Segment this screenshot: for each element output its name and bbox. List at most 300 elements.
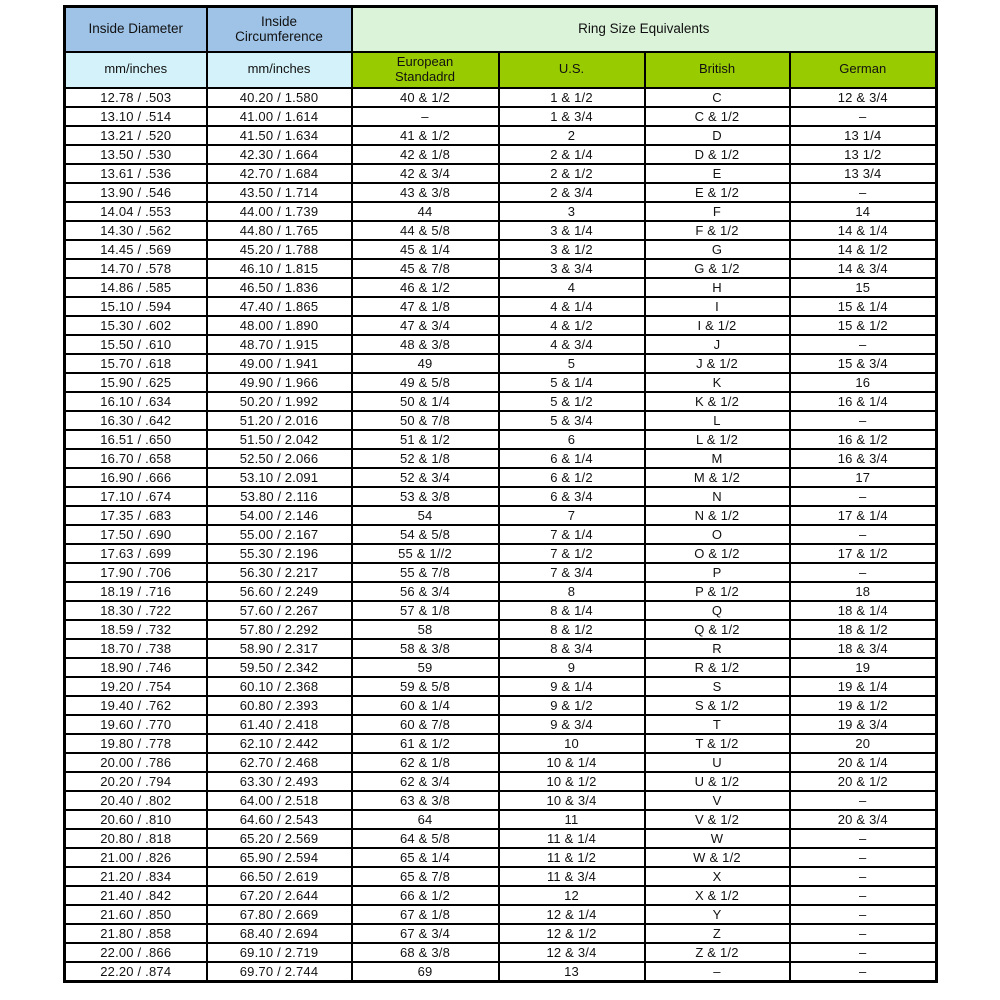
table-row bbox=[65, 107, 937, 126]
table-cell: 11 & 3/4 bbox=[499, 867, 645, 886]
table-cell: 55.00 / 2.167 bbox=[207, 525, 352, 544]
table-cell: U bbox=[645, 753, 790, 772]
table-cell: 3 & 1/2 bbox=[499, 240, 645, 259]
table-cell: 2 bbox=[499, 126, 645, 145]
table-row bbox=[65, 696, 937, 715]
table-cell: 8 & 1/4 bbox=[499, 601, 645, 620]
table-cell: 65 & 1/4 bbox=[352, 848, 499, 867]
table-cell: 21.80 / .858 bbox=[65, 924, 207, 943]
european-standard-label: European Standadrd bbox=[395, 53, 455, 84]
table-row bbox=[65, 354, 937, 373]
table-cell: 69.70 / 2.744 bbox=[207, 962, 352, 982]
table-cell: 2 & 3/4 bbox=[499, 183, 645, 202]
table-cell: – bbox=[790, 411, 937, 430]
col-header-inside-diameter bbox=[65, 7, 207, 52]
table-cell: – bbox=[645, 962, 790, 982]
table-cell: F & 1/2 bbox=[645, 221, 790, 240]
table-cell: 42.30 / 1.664 bbox=[207, 145, 352, 164]
table-cell: 46 & 1/2 bbox=[352, 278, 499, 297]
table-row bbox=[65, 848, 937, 867]
table-cell: M & 1/2 bbox=[645, 468, 790, 487]
table-cell: – bbox=[790, 924, 937, 943]
table-cell: P bbox=[645, 563, 790, 582]
table-cell: 5 & 1/4 bbox=[499, 373, 645, 392]
table-cell: K bbox=[645, 373, 790, 392]
table-cell: 20.80 / .818 bbox=[65, 829, 207, 848]
table-row bbox=[65, 430, 937, 449]
table-cell: I bbox=[645, 297, 790, 316]
table-cell: 45 & 7/8 bbox=[352, 259, 499, 278]
table-cell: 56 & 3/4 bbox=[352, 582, 499, 601]
table-cell: 47 & 1/8 bbox=[352, 297, 499, 316]
table-cell: 14 & 1/2 bbox=[790, 240, 937, 259]
table-cell: 53 & 3/8 bbox=[352, 487, 499, 506]
table-cell: 4 & 1/4 bbox=[499, 297, 645, 316]
table-row bbox=[65, 297, 937, 316]
table-cell: 49.90 / 1.966 bbox=[207, 373, 352, 392]
table-cell: 13.50 / .530 bbox=[65, 145, 207, 164]
table-cell: 18.59 / .732 bbox=[65, 620, 207, 639]
table-cell: 20 bbox=[790, 734, 937, 753]
table-cell: 60 & 1/4 bbox=[352, 696, 499, 715]
table-cell: 19.60 / .770 bbox=[65, 715, 207, 734]
table-cell: 20.40 / .802 bbox=[65, 791, 207, 810]
table-cell: 46.10 / 1.815 bbox=[207, 259, 352, 278]
inside-diameter-label: Inside Diameter bbox=[88, 21, 184, 37]
table-cell: 12 & 3/4 bbox=[790, 88, 937, 107]
table-cell: 17 & 1/2 bbox=[790, 544, 937, 563]
table-row bbox=[65, 544, 937, 563]
table-cell: S & 1/2 bbox=[645, 696, 790, 715]
table-cell: 15.10 / .594 bbox=[65, 297, 207, 316]
table-cell: 40 & 1/2 bbox=[352, 88, 499, 107]
table-cell: R bbox=[645, 639, 790, 658]
table-cell: 15 & 3/4 bbox=[790, 354, 937, 373]
table-cell: 19 & 1/2 bbox=[790, 696, 937, 715]
table-cell: 6 & 3/4 bbox=[499, 487, 645, 506]
ring-size-conversion-table bbox=[63, 5, 938, 983]
table-row bbox=[65, 145, 937, 164]
table-row bbox=[65, 962, 937, 982]
table-cell: 42 & 3/4 bbox=[352, 164, 499, 183]
table-cell: 18.19 / .716 bbox=[65, 582, 207, 601]
table-cell: 62 & 1/8 bbox=[352, 753, 499, 772]
table-cell: S bbox=[645, 677, 790, 696]
table-cell: 20.00 / .786 bbox=[65, 753, 207, 772]
table-cell: – bbox=[790, 183, 937, 202]
table-cell: 62.10 / 2.442 bbox=[207, 734, 352, 753]
table-cell: 18.90 / .746 bbox=[65, 658, 207, 677]
table-cell: W bbox=[645, 829, 790, 848]
table-cell: 13 bbox=[499, 962, 645, 982]
table-cell: 60.80 / 2.393 bbox=[207, 696, 352, 715]
table-cell: 12 & 1/4 bbox=[499, 905, 645, 924]
table-row bbox=[65, 88, 937, 107]
table-cell: 17 bbox=[790, 468, 937, 487]
table-cell: 42.70 / 1.684 bbox=[207, 164, 352, 183]
table-cell: 13 3/4 bbox=[790, 164, 937, 183]
table-cell: 14.70 / .578 bbox=[65, 259, 207, 278]
table-cell: 15 & 1/4 bbox=[790, 297, 937, 316]
table-row bbox=[65, 468, 937, 487]
table-cell: N bbox=[645, 487, 790, 506]
table-row bbox=[65, 240, 937, 259]
table-cell: D bbox=[645, 126, 790, 145]
table-row bbox=[65, 316, 937, 335]
table-cell: 6 bbox=[499, 430, 645, 449]
subheader-circumference-units bbox=[207, 52, 352, 88]
table-cell: 14 & 3/4 bbox=[790, 259, 937, 278]
table-row bbox=[65, 411, 937, 430]
table-cell: 17.90 / .706 bbox=[65, 563, 207, 582]
table-cell: 22.00 / .866 bbox=[65, 943, 207, 962]
table-cell: 18 & 3/4 bbox=[790, 639, 937, 658]
table-cell: 21.00 / .826 bbox=[65, 848, 207, 867]
table-cell: 41.50 / 1.634 bbox=[207, 126, 352, 145]
table-cell: E bbox=[645, 164, 790, 183]
table-cell: 7 & 1/2 bbox=[499, 544, 645, 563]
table-row bbox=[65, 943, 937, 962]
table-cell: 69 bbox=[352, 962, 499, 982]
table-cell: 8 & 3/4 bbox=[499, 639, 645, 658]
table-cell: 15.90 / .625 bbox=[65, 373, 207, 392]
table-row bbox=[65, 373, 937, 392]
table-cell: 14.30 / .562 bbox=[65, 221, 207, 240]
table-cell: 46.50 / 1.836 bbox=[207, 278, 352, 297]
ring-size-equivalents-label: Ring Size Equivalents bbox=[578, 21, 710, 37]
table-cell: 50 & 1/4 bbox=[352, 392, 499, 411]
table-cell: 14 bbox=[790, 202, 937, 221]
table-cell: 47.40 / 1.865 bbox=[207, 297, 352, 316]
table-cell: F bbox=[645, 202, 790, 221]
table-cell: 54.00 / 2.146 bbox=[207, 506, 352, 525]
table-header bbox=[65, 7, 937, 88]
table-cell: – bbox=[790, 829, 937, 848]
table-cell: 53.10 / 2.091 bbox=[207, 468, 352, 487]
table-cell: 59 & 5/8 bbox=[352, 677, 499, 696]
table-cell: 58 bbox=[352, 620, 499, 639]
table-cell: 13.90 / .546 bbox=[65, 183, 207, 202]
col-header-inside-circumference bbox=[207, 7, 352, 52]
subheader-us bbox=[499, 52, 645, 88]
table-cell: 15 & 1/2 bbox=[790, 316, 937, 335]
table-row bbox=[65, 791, 937, 810]
table-cell: 44.00 / 1.739 bbox=[207, 202, 352, 221]
table-row bbox=[65, 164, 937, 183]
inside-circumference-label: Inside Circumference bbox=[235, 13, 323, 45]
table-cell: 61 & 1/2 bbox=[352, 734, 499, 753]
table-cell: 55.30 / 2.196 bbox=[207, 544, 352, 563]
table-cell: 19 & 3/4 bbox=[790, 715, 937, 734]
table-cell: – bbox=[352, 107, 499, 126]
table-cell: 41 & 1/2 bbox=[352, 126, 499, 145]
table-cell: 9 & 3/4 bbox=[499, 715, 645, 734]
table-cell: 18 bbox=[790, 582, 937, 601]
table-cell: 20 & 3/4 bbox=[790, 810, 937, 829]
table-row bbox=[65, 639, 937, 658]
table-cell: 9 & 1/2 bbox=[499, 696, 645, 715]
table-cell: H bbox=[645, 278, 790, 297]
table-row bbox=[65, 677, 937, 696]
table-cell: 55 & 1//2 bbox=[352, 544, 499, 563]
table-cell: 49 & 5/8 bbox=[352, 373, 499, 392]
table-cell: 10 & 1/4 bbox=[499, 753, 645, 772]
table-cell: T & 1/2 bbox=[645, 734, 790, 753]
table-cell: 7 & 1/4 bbox=[499, 525, 645, 544]
header-group-row bbox=[65, 7, 937, 52]
table-cell: 47 & 3/4 bbox=[352, 316, 499, 335]
table-cell: 67.20 / 2.644 bbox=[207, 886, 352, 905]
table-row bbox=[65, 886, 937, 905]
table-cell: 57.60 / 2.267 bbox=[207, 601, 352, 620]
table-cell: Q & 1/2 bbox=[645, 620, 790, 639]
table-cell: 4 & 3/4 bbox=[499, 335, 645, 354]
table-cell: 48.00 / 1.890 bbox=[207, 316, 352, 335]
table-cell: 67.80 / 2.669 bbox=[207, 905, 352, 924]
table-cell: C & 1/2 bbox=[645, 107, 790, 126]
table-cell: 12 & 3/4 bbox=[499, 943, 645, 962]
table-cell: 10 & 3/4 bbox=[499, 791, 645, 810]
table-cell: 66 & 1/2 bbox=[352, 886, 499, 905]
table-cell: 10 bbox=[499, 734, 645, 753]
table-cell: I & 1/2 bbox=[645, 316, 790, 335]
table-cell: 8 bbox=[499, 582, 645, 601]
table-cell: 15 bbox=[790, 278, 937, 297]
table-cell: 19.40 / .762 bbox=[65, 696, 207, 715]
table-cell: K & 1/2 bbox=[645, 392, 790, 411]
table-cell: 3 & 1/4 bbox=[499, 221, 645, 240]
table-cell: 12.78 / .503 bbox=[65, 88, 207, 107]
table-row bbox=[65, 867, 937, 886]
table-row bbox=[65, 259, 937, 278]
table-row bbox=[65, 620, 937, 639]
table-cell: 59.50 / 2.342 bbox=[207, 658, 352, 677]
table-cell: 5 & 1/2 bbox=[499, 392, 645, 411]
table-cell: 66.50 / 2.619 bbox=[207, 867, 352, 886]
table-cell: 16.51 / .650 bbox=[65, 430, 207, 449]
table-cell: 65.90 / 2.594 bbox=[207, 848, 352, 867]
table-cell: 13.61 / .536 bbox=[65, 164, 207, 183]
table-cell: 51.50 / 2.042 bbox=[207, 430, 352, 449]
table-cell: – bbox=[790, 525, 937, 544]
table-cell: 63.30 / 2.493 bbox=[207, 772, 352, 791]
table-cell: 19.80 / .778 bbox=[65, 734, 207, 753]
table-cell: 17 & 1/4 bbox=[790, 506, 937, 525]
table-cell: 18 & 1/4 bbox=[790, 601, 937, 620]
table-row bbox=[65, 126, 937, 145]
table-row bbox=[65, 829, 937, 848]
table-cell: 57.80 / 2.292 bbox=[207, 620, 352, 639]
table-cell: 18.70 / .738 bbox=[65, 639, 207, 658]
table-cell: 60 & 7/8 bbox=[352, 715, 499, 734]
table-cell: 51 & 1/2 bbox=[352, 430, 499, 449]
table-cell: 6 & 1/2 bbox=[499, 468, 645, 487]
table-cell: 14.45 / .569 bbox=[65, 240, 207, 259]
table-cell: X & 1/2 bbox=[645, 886, 790, 905]
header-sub-row bbox=[65, 52, 937, 88]
table-cell: 3 & 3/4 bbox=[499, 259, 645, 278]
table-cell: 62.70 / 2.468 bbox=[207, 753, 352, 772]
table-cell: 11 bbox=[499, 810, 645, 829]
table-cell: 45.20 / 1.788 bbox=[207, 240, 352, 259]
table-cell: 56.30 / 2.217 bbox=[207, 563, 352, 582]
table-cell: R & 1/2 bbox=[645, 658, 790, 677]
table-cell: J bbox=[645, 335, 790, 354]
british-label: British bbox=[698, 61, 736, 77]
table-cell: L bbox=[645, 411, 790, 430]
table-cell: 43.50 / 1.714 bbox=[207, 183, 352, 202]
table-cell: 63 & 3/8 bbox=[352, 791, 499, 810]
table-cell: 13.21 / .520 bbox=[65, 126, 207, 145]
table-cell: – bbox=[790, 886, 937, 905]
table-cell: 58 & 3/8 bbox=[352, 639, 499, 658]
table-cell: G bbox=[645, 240, 790, 259]
table-cell: 15.50 / .610 bbox=[65, 335, 207, 354]
table-cell: 50 & 7/8 bbox=[352, 411, 499, 430]
table-row bbox=[65, 715, 937, 734]
subheader-diameter-units bbox=[65, 52, 207, 88]
table-cell: 20 & 1/2 bbox=[790, 772, 937, 791]
table-cell: 20 & 1/4 bbox=[790, 753, 937, 772]
table-cell: 53.80 / 2.116 bbox=[207, 487, 352, 506]
table-cell: 69.10 / 2.719 bbox=[207, 943, 352, 962]
table-cell: 65.20 / 2.569 bbox=[207, 829, 352, 848]
table-cell: 45 & 1/4 bbox=[352, 240, 499, 259]
table-cell: 5 & 3/4 bbox=[499, 411, 645, 430]
table-cell: 52 & 3/4 bbox=[352, 468, 499, 487]
table-cell: 64 & 5/8 bbox=[352, 829, 499, 848]
table-body bbox=[65, 88, 937, 982]
table-cell: 65 & 7/8 bbox=[352, 867, 499, 886]
table-cell: 57 & 1/8 bbox=[352, 601, 499, 620]
table-cell: 7 & 3/4 bbox=[499, 563, 645, 582]
table-row bbox=[65, 183, 937, 202]
table-cell: P & 1/2 bbox=[645, 582, 790, 601]
table-cell: 16.70 / .658 bbox=[65, 449, 207, 468]
table-cell: Z & 1/2 bbox=[645, 943, 790, 962]
table-cell: E & 1/2 bbox=[645, 183, 790, 202]
table-cell: 50.20 / 1.992 bbox=[207, 392, 352, 411]
table-cell: O bbox=[645, 525, 790, 544]
table-cell: 12 bbox=[499, 886, 645, 905]
table-cell: – bbox=[790, 867, 937, 886]
table-cell: 20.60 / .810 bbox=[65, 810, 207, 829]
table-cell: 14.04 / .553 bbox=[65, 202, 207, 221]
table-cell: 16.30 / .642 bbox=[65, 411, 207, 430]
table-cell: 14 & 1/4 bbox=[790, 221, 937, 240]
table-cell: 19 & 1/4 bbox=[790, 677, 937, 696]
table-cell: M bbox=[645, 449, 790, 468]
table-cell: T bbox=[645, 715, 790, 734]
table-cell: 42 & 1/8 bbox=[352, 145, 499, 164]
table-row bbox=[65, 658, 937, 677]
table-cell: 18 & 1/2 bbox=[790, 620, 937, 639]
table-cell: 2 & 1/2 bbox=[499, 164, 645, 183]
table-cell: G & 1/2 bbox=[645, 259, 790, 278]
table-cell: Z bbox=[645, 924, 790, 943]
table-cell: 59 bbox=[352, 658, 499, 677]
table-row bbox=[65, 734, 937, 753]
table-cell: V & 1/2 bbox=[645, 810, 790, 829]
table-cell: – bbox=[790, 563, 937, 582]
table-cell: 13 1/2 bbox=[790, 145, 937, 164]
table-cell: – bbox=[790, 905, 937, 924]
table-cell: 16 & 3/4 bbox=[790, 449, 937, 468]
table-cell: 21.60 / .850 bbox=[65, 905, 207, 924]
table-cell: 15.30 / .602 bbox=[65, 316, 207, 335]
table-cell: 58.90 / 2.317 bbox=[207, 639, 352, 658]
table-cell: 48 & 3/8 bbox=[352, 335, 499, 354]
table-row bbox=[65, 563, 937, 582]
table-cell: 16 & 1/4 bbox=[790, 392, 937, 411]
table-cell: – bbox=[790, 848, 937, 867]
table-cell: C bbox=[645, 88, 790, 107]
table-cell: 11 & 1/2 bbox=[499, 848, 645, 867]
table-row bbox=[65, 601, 937, 620]
table-row bbox=[65, 753, 937, 772]
table-cell: 44.80 / 1.765 bbox=[207, 221, 352, 240]
table-cell: 12 & 1/2 bbox=[499, 924, 645, 943]
table-cell: 1 & 1/2 bbox=[499, 88, 645, 107]
table-cell: L & 1/2 bbox=[645, 430, 790, 449]
table-cell: 5 bbox=[499, 354, 645, 373]
table-cell: 4 & 1/2 bbox=[499, 316, 645, 335]
table-cell: 17.63 / .699 bbox=[65, 544, 207, 563]
table-cell: – bbox=[790, 791, 937, 810]
table-cell: 2 & 1/4 bbox=[499, 145, 645, 164]
table-row bbox=[65, 278, 937, 297]
table-cell: O & 1/2 bbox=[645, 544, 790, 563]
table-cell: 48.70 / 1.915 bbox=[207, 335, 352, 354]
table-cell: 60.10 / 2.368 bbox=[207, 677, 352, 696]
table-cell: 16 bbox=[790, 373, 937, 392]
table-cell: – bbox=[790, 107, 937, 126]
table-cell: 16.90 / .666 bbox=[65, 468, 207, 487]
table-cell: 44 & 5/8 bbox=[352, 221, 499, 240]
subheader-german bbox=[790, 52, 937, 88]
table-row bbox=[65, 525, 937, 544]
table-cell: 9 bbox=[499, 658, 645, 677]
table-cell: 54 bbox=[352, 506, 499, 525]
table-cell: 13.10 / .514 bbox=[65, 107, 207, 126]
table-cell: 17.50 / .690 bbox=[65, 525, 207, 544]
table-cell: 17.35 / .683 bbox=[65, 506, 207, 525]
table-cell: – bbox=[790, 487, 937, 506]
table-cell: 68.40 / 2.694 bbox=[207, 924, 352, 943]
table-cell: 68 & 3/8 bbox=[352, 943, 499, 962]
table-cell: 64 bbox=[352, 810, 499, 829]
table-cell: 21.40 / .842 bbox=[65, 886, 207, 905]
table-cell: 4 bbox=[499, 278, 645, 297]
table-cell: 19.20 / .754 bbox=[65, 677, 207, 696]
table-cell: 64.60 / 2.543 bbox=[207, 810, 352, 829]
table-cell: Q bbox=[645, 601, 790, 620]
table-cell: 52.50 / 2.066 bbox=[207, 449, 352, 468]
table-cell: 62 & 3/4 bbox=[352, 772, 499, 791]
circumference-units-label: mm/inches bbox=[247, 61, 311, 77]
table-cell: 10 & 1/2 bbox=[499, 772, 645, 791]
table-row bbox=[65, 772, 937, 791]
table-cell: 51.20 / 2.016 bbox=[207, 411, 352, 430]
table-cell: 43 & 3/8 bbox=[352, 183, 499, 202]
table-cell: 7 bbox=[499, 506, 645, 525]
table-cell: 9 & 1/4 bbox=[499, 677, 645, 696]
table-cell: 8 & 1/2 bbox=[499, 620, 645, 639]
table-row bbox=[65, 905, 937, 924]
table-cell: – bbox=[790, 335, 937, 354]
table-cell: 40.20 / 1.580 bbox=[207, 88, 352, 107]
table-cell: 1 & 3/4 bbox=[499, 107, 645, 126]
